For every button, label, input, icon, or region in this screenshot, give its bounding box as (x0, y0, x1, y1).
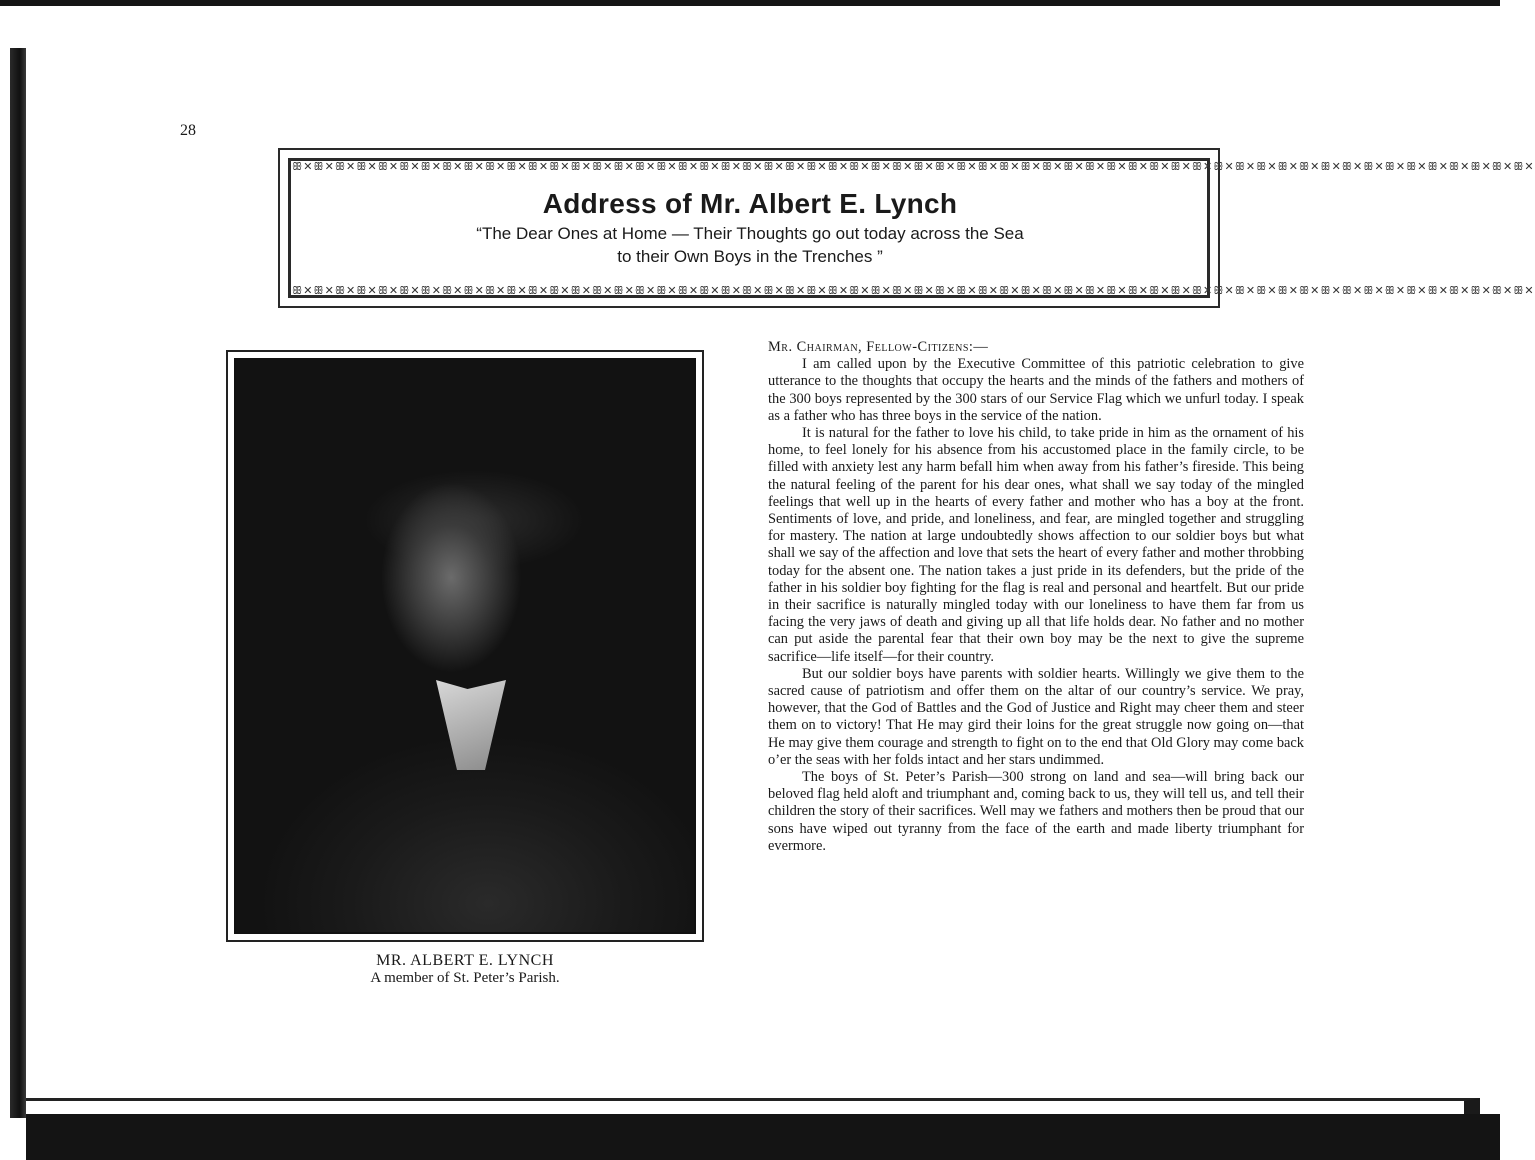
photo-caption-subtitle: A member of St. Peter’s Parish. (370, 970, 560, 986)
paragraph-2: It is natural for the father to love his child, to take pride in him as the ornament of his home, to feel lonely for his absence from his accustomed place in the family circle, to be filled with anxiety lest any harm befall him when away from his father’s fireside. This being the natural feeling of the parent for his dear ones, what shall we say today of the mingled feelings that well up in the hearts of every father and mother who has a boy at the front. Sentiments of love, and pride, and loneliness, and fear, are mingled together and struggling for mastery. The nation at large undoubtedly shows affection to our soldier boys but what shall we say of the affection and love that sets the heart of every father and mother throbbing today for the absent one. The nation takes a just pride in its defenders, but the pride of the father in his soldier boy fighting for the flag is real and personal and heartfelt. But our pride in their sacrifice is naturally mingled today with our loneliness to have them far from us facing the very jaws of death and giving up all that life holds dear. No father and no mother can put aside the parental fear that their own boy may be the next to give the supreme sacrifice—life itself—for their country. (768, 425, 1304, 665)
portrait-collar (436, 680, 506, 770)
paragraph-3: But our soldier boys have parents with soldier hearts. Willingly we give them to the sacred cause of patriotism and offer them on the altar of our country’s service. We pray, however, that the God of Battles and the God of Justice and Right may cheer them and steer them on to victory! That He may gird their loins for the great struggle now going on—that He may give them courage and strength to fight on to the end that Old Glory may come back o’er the seas with her folds intact and her stars undimmed. (768, 665, 1304, 768)
scan-left-edge (10, 48, 26, 1118)
salutation: Mr. Chairman, Fellow-Citizens:— (768, 339, 989, 355)
article-subtitle (380, 222, 1120, 268)
portrait-frame (226, 350, 704, 942)
subtitle-line-1: “The Dear Ones at Home — Their Thoughts go out today across the Sea (476, 224, 1024, 243)
paragraph-4: The boys of St. Peter’s Parish—300 strong on land and sea—will bring back our beloved flag held aloft and triumphant and, coming back to us, they will tell us, and tell their children the story of their sacrifices. Well may we fathers and mothers then be proud that our sons have wiped out tyranny from the face of the earth and made liberty triumphant for evermore. (768, 769, 1304, 854)
subtitle-line-2: to their Own Boys in the Trenches ” (617, 247, 883, 266)
page-number: 28 (180, 122, 196, 139)
article-title: Address of Mr. Albert E. Lynch (542, 188, 958, 219)
header-ornament-top: ꕥ✕ꕥ✕ꕥ✕ꕥ✕ꕥ✕ꕥ✕ꕥ✕ꕥ✕ꕥ✕ꕥ✕ꕥ✕ꕥ✕ꕥ✕ꕥ✕ꕥ✕ꕥ✕ꕥ✕ꕥ✕ꕥ✕ꕥ✕ꕥ✕ꕥ✕ꕥ✕ꕥ✕ꕥ✕ꕥ✕ꕥ✕ꕥ✕ꕥ✕ꕥ✕ꕥ✕ꕥ✕ꕥ✕ꕥ✕ꕥ✕ꕥ✕ꕥ✕ꕥ✕ꕥ✕ꕥ✕ꕥ✕ꕥ✕ꕥ✕ꕥ✕ꕥ✕ꕥ✕ꕥ✕ꕥ✕ꕥ✕ꕥ✕ꕥ✕ꕥ✕ꕥ✕ꕥ✕ꕥ✕ꕥ✕ꕥ✕ꕥ✕ (292, 160, 1535, 173)
photo-caption-name: MR. ALBERT E. LYNCH (376, 952, 554, 969)
scan-bottom-border (26, 1098, 1480, 1114)
scan-top-edge (0, 0, 1500, 6)
scan-bottom-edge (26, 1114, 1500, 1160)
address-text (768, 339, 1304, 855)
portrait-photo (234, 358, 696, 934)
header-ornament-bottom: ꕥ✕ꕥ✕ꕥ✕ꕥ✕ꕥ✕ꕥ✕ꕥ✕ꕥ✕ꕥ✕ꕥ✕ꕥ✕ꕥ✕ꕥ✕ꕥ✕ꕥ✕ꕥ✕ꕥ✕ꕥ✕ꕥ✕ꕥ✕ꕥ✕ꕥ✕ꕥ✕ꕥ✕ꕥ✕ꕥ✕ꕥ✕ꕥ✕ꕥ✕ꕥ✕ꕥ✕ꕥ✕ꕥ✕ꕥ✕ꕥ✕ꕥ✕ꕥ✕ꕥ✕ꕥ✕ꕥ✕ꕥ✕ꕥ✕ꕥ✕ꕥ✕ꕥ✕ꕥ✕ꕥ✕ꕥ✕ꕥ✕ꕥ✕ꕥ✕ꕥ✕ꕥ✕ꕥ✕ꕥ✕ꕥ✕ꕥ✕ꕥ✕ (292, 284, 1535, 297)
paragraph-1: I am called upon by the Executive Committee of this patriotic celebration to give utterance to the thoughts that occupy the hearts and the minds of the fathers and mothers of the 300 boys represented by the 300 stars of our Service Flag which we unfurl today. I speak as a father who has three boys in the service of the nation. (768, 356, 1304, 424)
